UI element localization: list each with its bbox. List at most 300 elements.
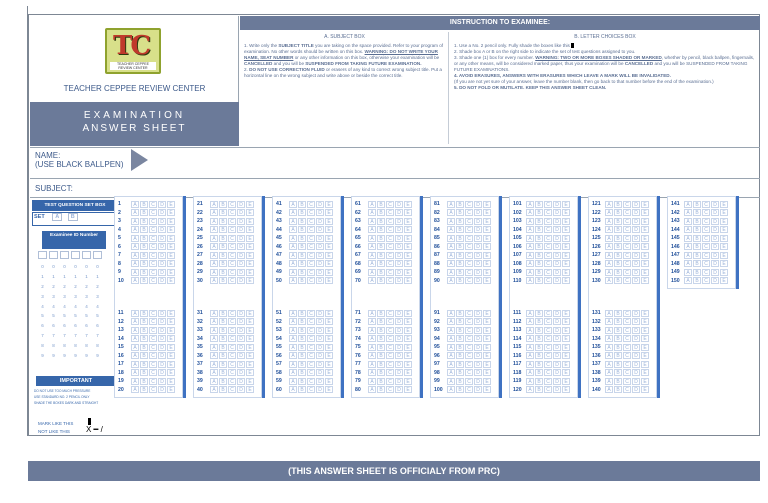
choice-bubble[interactable]: D	[474, 277, 482, 284]
choice-bubble[interactable]: C	[307, 252, 315, 259]
choice-bubble[interactable]: A	[131, 378, 139, 385]
choice-bubble[interactable]: E	[325, 260, 333, 267]
choice-bubble[interactable]: B	[456, 361, 464, 368]
choice-bubble[interactable]: A	[526, 218, 534, 225]
choice-bubble[interactable]: C	[228, 277, 236, 284]
id-digit-bubble[interactable]: 7	[96, 332, 99, 338]
choice-bubble[interactable]: D	[395, 235, 403, 242]
choice-bubble[interactable]: A	[526, 378, 534, 385]
choice-bubble[interactable]: A	[289, 201, 297, 208]
choice-bubble[interactable]: E	[325, 277, 333, 284]
choice-bubble[interactable]: C	[544, 369, 552, 376]
choice-bubble[interactable]: D	[553, 327, 561, 334]
choice-bubble[interactable]: B	[614, 361, 622, 368]
choice-bubble[interactable]: B	[614, 335, 622, 342]
choice-bubble[interactable]: E	[483, 344, 491, 351]
choice-bubble[interactable]: C	[307, 269, 315, 276]
choice-bubble[interactable]: B	[377, 327, 385, 334]
choice-bubble[interactable]: D	[316, 318, 324, 325]
choice-bubble[interactable]: B	[535, 310, 543, 317]
choice-bubble[interactable]: D	[158, 226, 166, 233]
choice-bubble[interactable]: D	[395, 369, 403, 376]
choice-bubble[interactable]: D	[632, 260, 640, 267]
choice-bubble[interactable]: B	[298, 369, 306, 376]
choice-bubble[interactable]: C	[544, 252, 552, 259]
choice-bubble[interactable]: B	[219, 344, 227, 351]
choice-bubble[interactable]: A	[131, 352, 139, 359]
choice-bubble[interactable]: C	[465, 218, 473, 225]
choice-bubble[interactable]: A	[289, 252, 297, 259]
choice-bubble[interactable]: B	[298, 252, 306, 259]
choice-bubble[interactable]: D	[158, 369, 166, 376]
choice-bubble[interactable]: D	[237, 327, 245, 334]
choice-bubble[interactable]: E	[720, 226, 728, 233]
choice-bubble[interactable]: D	[237, 344, 245, 351]
choice-bubble[interactable]: E	[641, 269, 649, 276]
choice-bubble[interactable]: B	[614, 252, 622, 259]
choice-bubble[interactable]: C	[228, 318, 236, 325]
choice-bubble[interactable]: E	[325, 352, 333, 359]
choice-bubble[interactable]: B	[377, 378, 385, 385]
choice-bubble[interactable]: A	[210, 352, 218, 359]
choice-bubble[interactable]: E	[483, 209, 491, 216]
id-digit-bubble[interactable]: 7	[63, 332, 66, 338]
choice-bubble[interactable]: D	[158, 378, 166, 385]
choice-bubble[interactable]: B	[456, 369, 464, 376]
choice-bubble[interactable]: E	[246, 235, 254, 242]
choice-bubble[interactable]: C	[149, 235, 157, 242]
choice-bubble[interactable]: C	[544, 260, 552, 267]
choice-bubble[interactable]: D	[395, 310, 403, 317]
choice-bubble[interactable]: D	[158, 318, 166, 325]
choice-bubble[interactable]: E	[641, 218, 649, 225]
id-digit-bubble[interactable]: 3	[96, 293, 99, 299]
choice-bubble[interactable]: A	[447, 260, 455, 267]
choice-bubble[interactable]: C	[307, 318, 315, 325]
choice-bubble[interactable]: E	[325, 243, 333, 250]
choice-bubble[interactable]: C	[386, 310, 394, 317]
choice-bubble[interactable]: C	[465, 226, 473, 233]
choice-bubble[interactable]: E	[562, 218, 570, 225]
choice-bubble[interactable]: E	[641, 235, 649, 242]
choice-bubble[interactable]: E	[325, 310, 333, 317]
choice-bubble[interactable]: E	[325, 318, 333, 325]
id-digit-bubble[interactable]: 3	[52, 293, 55, 299]
id-digit-bubble[interactable]: 7	[52, 332, 55, 338]
choice-bubble[interactable]: B	[693, 260, 701, 267]
choice-bubble[interactable]: C	[149, 369, 157, 376]
choice-bubble[interactable]: C	[544, 327, 552, 334]
choice-bubble[interactable]: B	[614, 369, 622, 376]
choice-bubble[interactable]: E	[325, 369, 333, 376]
choice-bubble[interactable]: C	[623, 310, 631, 317]
choice-bubble[interactable]: D	[395, 226, 403, 233]
choice-bubble[interactable]: A	[447, 218, 455, 225]
choice-bubble[interactable]: C	[386, 369, 394, 376]
choice-bubble[interactable]: E	[483, 352, 491, 359]
id-digit-row[interactable]	[38, 301, 113, 311]
id-digit-row[interactable]	[38, 340, 113, 350]
id-digit-bubble[interactable]: 0	[41, 264, 44, 270]
choice-bubble[interactable]: D	[553, 218, 561, 225]
choice-bubble[interactable]: E	[483, 226, 491, 233]
choice-bubble[interactable]: D	[158, 361, 166, 368]
choice-bubble[interactable]: E	[562, 344, 570, 351]
choice-bubble[interactable]: A	[131, 369, 139, 376]
choice-bubble[interactable]: C	[544, 352, 552, 359]
choice-bubble[interactable]: A	[684, 218, 692, 225]
choice-bubble[interactable]: E	[720, 218, 728, 225]
choice-bubble[interactable]: D	[553, 260, 561, 267]
choice-bubble[interactable]: C	[386, 361, 394, 368]
choice-bubble[interactable]: B	[614, 386, 622, 393]
choice-bubble[interactable]: C	[307, 378, 315, 385]
choice-bubble[interactable]: B	[456, 344, 464, 351]
choice-bubble[interactable]: A	[289, 378, 297, 385]
choice-bubble[interactable]: D	[711, 235, 719, 242]
choice-bubble[interactable]: E	[562, 235, 570, 242]
choice-bubble[interactable]: A	[368, 378, 376, 385]
choice-bubble[interactable]: A	[526, 260, 534, 267]
choice-bubble[interactable]: C	[623, 386, 631, 393]
choice-bubble[interactable]: B	[219, 352, 227, 359]
id-digit-bubble[interactable]: 2	[63, 283, 66, 289]
choice-bubble[interactable]: E	[404, 218, 412, 225]
choice-bubble[interactable]: A	[131, 226, 139, 233]
id-digit-bubble[interactable]: 6	[41, 323, 44, 329]
choice-bubble[interactable]: A	[368, 269, 376, 276]
id-digit-bubble[interactable]: 0	[85, 264, 88, 270]
choice-bubble[interactable]: B	[614, 235, 622, 242]
choice-bubble[interactable]: E	[720, 243, 728, 250]
choice-bubble[interactable]: C	[228, 361, 236, 368]
choice-bubble[interactable]: A	[605, 218, 613, 225]
choice-bubble[interactable]: E	[325, 209, 333, 216]
choice-bubble[interactable]: A	[210, 226, 218, 233]
choice-bubble[interactable]: E	[641, 201, 649, 208]
choice-bubble[interactable]: E	[720, 209, 728, 216]
choice-bubble[interactable]: B	[456, 201, 464, 208]
choice-bubble[interactable]: A	[368, 344, 376, 351]
choice-bubble[interactable]: C	[702, 252, 710, 259]
choice-bubble[interactable]: D	[632, 369, 640, 376]
choice-bubble[interactable]: A	[526, 335, 534, 342]
choice-bubble[interactable]: E	[246, 378, 254, 385]
choice-bubble[interactable]: D	[632, 209, 640, 216]
choice-bubble[interactable]: B	[219, 310, 227, 317]
choice-bubble[interactable]: E	[562, 209, 570, 216]
choice-bubble[interactable]: D	[158, 252, 166, 259]
choice-bubble[interactable]: B	[219, 235, 227, 242]
choice-bubble[interactable]: C	[149, 344, 157, 351]
choice-bubble[interactable]: B	[298, 378, 306, 385]
choice-bubble[interactable]: E	[246, 352, 254, 359]
choice-bubble[interactable]: E	[404, 209, 412, 216]
choice-bubble[interactable]: D	[632, 318, 640, 325]
choice-bubble[interactable]: D	[632, 235, 640, 242]
choice-bubble[interactable]: C	[465, 260, 473, 267]
choice-bubble[interactable]: C	[307, 327, 315, 334]
choice-bubble[interactable]: E	[404, 335, 412, 342]
choice-bubble[interactable]: E	[246, 277, 254, 284]
choice-bubble[interactable]: C	[544, 318, 552, 325]
id-digit-bubble[interactable]: 1	[74, 274, 77, 280]
choice-bubble[interactable]: B	[140, 335, 148, 342]
choice-bubble[interactable]: A	[447, 310, 455, 317]
id-digit-bubble[interactable]: 4	[74, 303, 77, 309]
choice-bubble[interactable]: E	[404, 369, 412, 376]
choice-bubble[interactable]: E	[562, 226, 570, 233]
choice-bubble[interactable]: B	[298, 235, 306, 242]
choice-bubble[interactable]: B	[535, 243, 543, 250]
choice-bubble[interactable]: C	[702, 209, 710, 216]
choice-bubble[interactable]: A	[210, 386, 218, 393]
choice-bubble[interactable]: A	[605, 344, 613, 351]
choice-bubble[interactable]: A	[131, 252, 139, 259]
choice-bubble[interactable]: A	[368, 318, 376, 325]
choice-bubble[interactable]: A	[447, 269, 455, 276]
choice-bubble[interactable]: C	[307, 386, 315, 393]
choice-bubble[interactable]: C	[307, 201, 315, 208]
choice-bubble[interactable]: D	[632, 277, 640, 284]
choice-bubble[interactable]: C	[465, 277, 473, 284]
choice-bubble[interactable]: E	[562, 378, 570, 385]
choice-bubble[interactable]: C	[149, 277, 157, 284]
choice-bubble[interactable]: A	[526, 277, 534, 284]
choice-bubble[interactable]: E	[562, 201, 570, 208]
choice-bubble[interactable]: A	[289, 235, 297, 242]
choice-bubble[interactable]: D	[632, 352, 640, 359]
choice-bubble[interactable]: A	[210, 243, 218, 250]
id-digit-bubble[interactable]: 2	[41, 283, 44, 289]
choice-bubble[interactable]: C	[465, 361, 473, 368]
id-digit-bubble[interactable]: 6	[52, 323, 55, 329]
choice-bubble[interactable]: E	[404, 318, 412, 325]
id-digit-bubble[interactable]: 1	[96, 274, 99, 280]
choice-bubble[interactable]: D	[474, 243, 482, 250]
choice-bubble[interactable]: B	[614, 344, 622, 351]
choice-bubble[interactable]: A	[289, 386, 297, 393]
id-digit-bubble[interactable]: 4	[52, 303, 55, 309]
choice-bubble[interactable]: C	[149, 209, 157, 216]
choice-bubble[interactable]: C	[465, 378, 473, 385]
choice-bubble[interactable]: B	[140, 277, 148, 284]
choice-bubble[interactable]: C	[228, 201, 236, 208]
choice-bubble[interactable]: C	[465, 201, 473, 208]
choice-bubble[interactable]: C	[623, 352, 631, 359]
choice-bubble[interactable]: A	[447, 277, 455, 284]
choice-bubble[interactable]: C	[228, 386, 236, 393]
choice-bubble[interactable]: A	[368, 201, 376, 208]
choice-bubble[interactable]: D	[711, 277, 719, 284]
choice-bubble[interactable]: C	[307, 310, 315, 317]
choice-bubble[interactable]: D	[553, 344, 561, 351]
choice-bubble[interactable]: D	[316, 327, 324, 334]
choice-bubble[interactable]: D	[553, 201, 561, 208]
choice-bubble[interactable]: E	[325, 269, 333, 276]
choice-bubble[interactable]: E	[641, 243, 649, 250]
choice-bubble[interactable]: D	[632, 201, 640, 208]
choice-bubble[interactable]: A	[526, 243, 534, 250]
choice-bubble[interactable]: D	[158, 235, 166, 242]
choice-bubble[interactable]: B	[298, 344, 306, 351]
choice-bubble[interactable]: B	[535, 335, 543, 342]
choice-bubble[interactable]: B	[693, 209, 701, 216]
choice-bubble[interactable]: A	[289, 318, 297, 325]
choice-bubble[interactable]: A	[447, 378, 455, 385]
choice-bubble[interactable]: B	[298, 361, 306, 368]
choice-bubble[interactable]: E	[562, 243, 570, 250]
choice-bubble[interactable]: D	[158, 344, 166, 351]
choice-bubble[interactable]: C	[228, 218, 236, 225]
choice-bubble[interactable]: B	[377, 361, 385, 368]
id-digit-bubble[interactable]: 9	[85, 352, 88, 358]
choice-bubble[interactable]: C	[702, 201, 710, 208]
choice-bubble[interactable]: D	[632, 269, 640, 276]
choice-bubble[interactable]: D	[474, 327, 482, 334]
choice-bubble[interactable]: C	[228, 269, 236, 276]
choice-bubble[interactable]: A	[368, 209, 376, 216]
choice-bubble[interactable]: B	[377, 243, 385, 250]
choice-bubble[interactable]: C	[623, 218, 631, 225]
choice-bubble[interactable]: B	[377, 310, 385, 317]
choice-bubble[interactable]: A	[526, 209, 534, 216]
choice-bubble[interactable]: D	[474, 318, 482, 325]
choice-bubble[interactable]: B	[614, 226, 622, 233]
choice-bubble[interactable]: E	[246, 209, 254, 216]
choice-bubble[interactable]: C	[386, 269, 394, 276]
choice-bubble[interactable]: E	[167, 310, 175, 317]
choice-bubble[interactable]: B	[535, 318, 543, 325]
choice-bubble[interactable]: C	[386, 277, 394, 284]
set-a-option[interactable]: A	[52, 213, 62, 221]
choice-bubble[interactable]: B	[219, 269, 227, 276]
choice-bubble[interactable]: D	[237, 352, 245, 359]
choice-bubble[interactable]: C	[149, 327, 157, 334]
choice-bubble[interactable]: C	[623, 243, 631, 250]
choice-bubble[interactable]: C	[228, 352, 236, 359]
choice-bubble[interactable]: A	[131, 269, 139, 276]
choice-bubble[interactable]: E	[483, 327, 491, 334]
choice-bubble[interactable]: E	[641, 318, 649, 325]
choice-bubble[interactable]: E	[246, 310, 254, 317]
choice-bubble[interactable]: B	[535, 386, 543, 393]
choice-bubble[interactable]: A	[447, 209, 455, 216]
choice-bubble[interactable]: D	[711, 218, 719, 225]
choice-bubble[interactable]: A	[289, 218, 297, 225]
choice-bubble[interactable]: D	[395, 277, 403, 284]
choice-bubble[interactable]: D	[316, 352, 324, 359]
choice-bubble[interactable]: B	[219, 277, 227, 284]
id-digit-bubble[interactable]: 9	[41, 352, 44, 358]
choice-bubble[interactable]: C	[228, 235, 236, 242]
choice-bubble[interactable]: B	[535, 361, 543, 368]
choice-bubble[interactable]: A	[289, 352, 297, 359]
id-digit-bubble[interactable]: 2	[74, 283, 77, 289]
choice-bubble[interactable]: C	[544, 209, 552, 216]
choice-bubble[interactable]: D	[316, 277, 324, 284]
choice-bubble[interactable]: A	[605, 252, 613, 259]
choice-bubble[interactable]: E	[167, 318, 175, 325]
choice-bubble[interactable]: A	[605, 318, 613, 325]
choice-bubble[interactable]: E	[641, 226, 649, 233]
choice-bubble[interactable]: A	[684, 243, 692, 250]
id-digit-row[interactable]	[38, 291, 113, 301]
choice-bubble[interactable]: B	[219, 201, 227, 208]
choice-bubble[interactable]: C	[228, 378, 236, 385]
choice-bubble[interactable]: B	[140, 352, 148, 359]
choice-bubble[interactable]: C	[623, 344, 631, 351]
choice-bubble[interactable]: B	[377, 335, 385, 342]
choice-bubble[interactable]: B	[535, 252, 543, 259]
choice-bubble[interactable]: B	[219, 378, 227, 385]
choice-bubble[interactable]: A	[605, 260, 613, 267]
choice-bubble[interactable]: D	[474, 369, 482, 376]
choice-bubble[interactable]: B	[693, 269, 701, 276]
choice-bubble[interactable]: E	[404, 201, 412, 208]
choice-bubble[interactable]: B	[298, 209, 306, 216]
choice-bubble[interactable]: B	[535, 209, 543, 216]
choice-bubble[interactable]: E	[641, 386, 649, 393]
choice-bubble[interactable]: E	[641, 378, 649, 385]
choice-bubble[interactable]: D	[395, 252, 403, 259]
choice-bubble[interactable]: A	[447, 361, 455, 368]
choice-bubble[interactable]: E	[167, 369, 175, 376]
examinee-id-grid[interactable]	[38, 251, 113, 360]
choice-bubble[interactable]: D	[158, 310, 166, 317]
choice-bubble[interactable]: A	[684, 269, 692, 276]
choice-bubble[interactable]: D	[158, 209, 166, 216]
id-digit-bubble[interactable]: 1	[63, 274, 66, 280]
choice-bubble[interactable]: E	[404, 344, 412, 351]
choice-bubble[interactable]: B	[298, 335, 306, 342]
id-digit-bubble[interactable]: 8	[74, 342, 77, 348]
choice-bubble[interactable]: D	[316, 226, 324, 233]
choice-bubble[interactable]: D	[474, 260, 482, 267]
choice-bubble[interactable]: C	[544, 361, 552, 368]
choice-bubble[interactable]: A	[210, 318, 218, 325]
choice-bubble[interactable]: B	[298, 277, 306, 284]
choice-bubble[interactable]: B	[614, 318, 622, 325]
choice-bubble[interactable]: E	[246, 218, 254, 225]
choice-bubble[interactable]: A	[368, 235, 376, 242]
choice-bubble[interactable]: E	[641, 335, 649, 342]
choice-bubble[interactable]: E	[404, 277, 412, 284]
choice-bubble[interactable]: C	[465, 252, 473, 259]
choice-bubble[interactable]: A	[131, 310, 139, 317]
id-digit-bubble[interactable]: 0	[74, 264, 77, 270]
choice-bubble[interactable]: A	[289, 344, 297, 351]
choice-bubble[interactable]: A	[368, 369, 376, 376]
choice-bubble[interactable]: D	[474, 218, 482, 225]
choice-bubble[interactable]: B	[219, 369, 227, 376]
choice-bubble[interactable]: E	[641, 252, 649, 259]
id-digit-bubble[interactable]: 8	[85, 342, 88, 348]
choice-bubble[interactable]: D	[632, 378, 640, 385]
choice-bubble[interactable]: D	[158, 260, 166, 267]
choice-bubble[interactable]: E	[167, 386, 175, 393]
choice-bubble[interactable]: C	[702, 226, 710, 233]
choice-bubble[interactable]: C	[544, 226, 552, 233]
choice-bubble[interactable]: D	[632, 310, 640, 317]
id-digit-bubble[interactable]: 8	[96, 342, 99, 348]
choice-bubble[interactable]: D	[395, 269, 403, 276]
choice-bubble[interactable]: E	[325, 327, 333, 334]
choice-bubble[interactable]: D	[316, 378, 324, 385]
choice-bubble[interactable]: E	[246, 327, 254, 334]
choice-bubble[interactable]: E	[246, 318, 254, 325]
choice-bubble[interactable]: A	[131, 335, 139, 342]
